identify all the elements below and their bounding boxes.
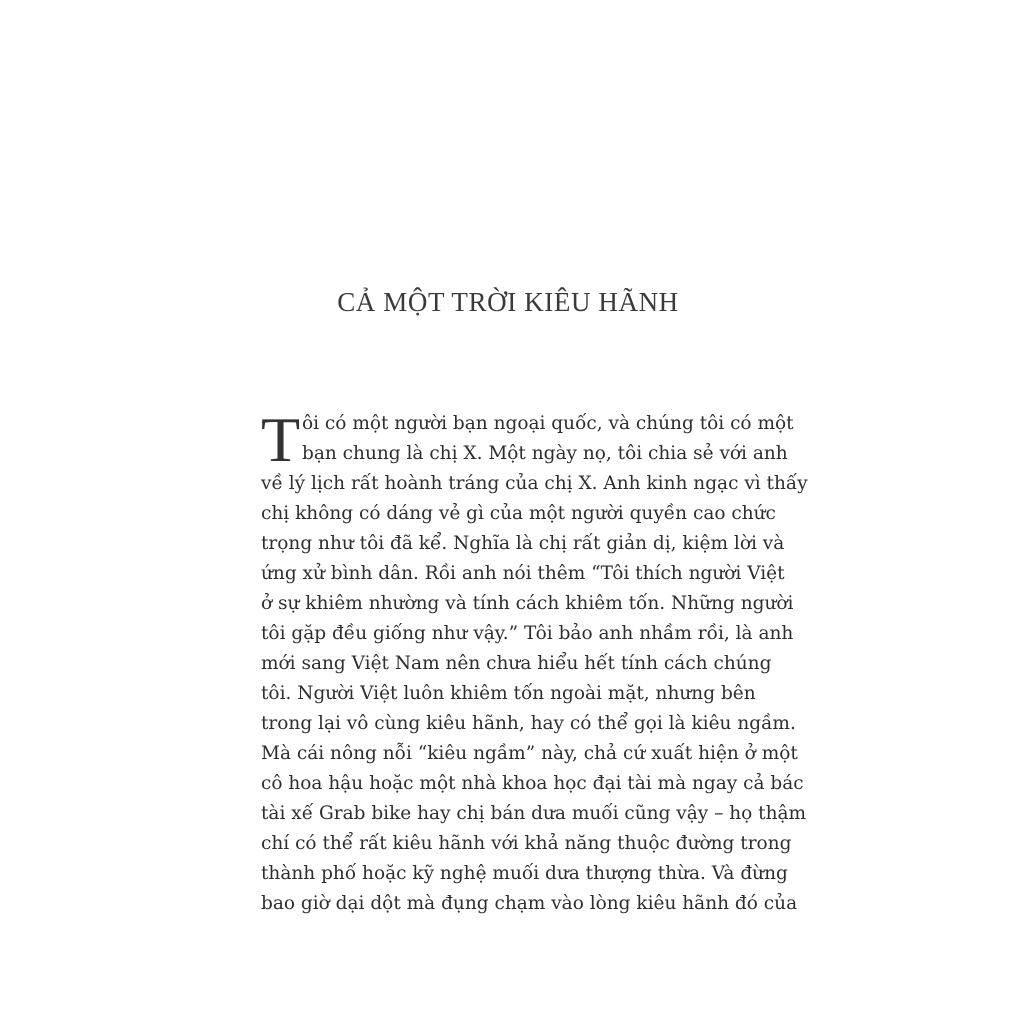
text-line: chị không có dáng vẻ gì của một người quyền cao chức	[261, 503, 776, 524]
chapter-title: CẢ MỘT TRỜI KIÊU HÃNH	[337, 287, 679, 317]
text-line: chí có thể rất kiêu hãnh với khả năng thuộc đường trong	[261, 833, 792, 854]
text-line: Mà cái nông nỗi “kiêu ngầm” này, chả cứ xuất hiện ở một	[261, 743, 798, 764]
text-line: mới sang Việt Nam nên chưa hiểu hết tính cách chúng	[261, 653, 772, 674]
text-line: ứng xử bình dân. Rồi anh nói thêm “Tôi thích người Việt	[261, 563, 785, 584]
text-line: tôi. Người Việt luôn khiêm tốn ngoài mặt, nhưng bên	[261, 683, 756, 704]
body-text	[261, 404, 808, 919]
text-line: cô hoa hậu hoặc một nhà khoa học đại tài mà ngay cả bác	[261, 773, 804, 794]
text-line: tôi gặp đều giống như vậy.” Tôi bảo anh nhầm rồi, là anh	[261, 623, 794, 644]
text-line: thành phố hoặc kỹ nghệ muối dưa thượng thừa. Và đừng	[261, 863, 788, 884]
text-line: trọng như tôi đã kể. Nghĩa là chị rất giản dị, kiệm lời và	[261, 533, 785, 554]
text-line: ở sự khiêm nhường và tính cách khiêm tốn. Những người	[261, 593, 794, 614]
text-line: bao giờ dại dột mà đụng chạm vào lòng kiêu hãnh đó của	[261, 893, 798, 914]
drop-cap: T	[261, 404, 301, 475]
text-line: tài xế Grab bike hay chị bán dưa muối cũng vậy – họ thậm	[261, 803, 807, 824]
text-line: trong lại vô cùng kiêu hãnh, hay có thể gọi là kiêu ngầm.	[261, 713, 796, 734]
text-line: về lý lịch rất hoành tráng của chị X. Anh kinh ngạc vì thấy	[261, 473, 808, 494]
text-line: bạn chung là chị X. Một ngày nọ, tôi chia sẻ với anh	[302, 443, 788, 464]
text-line: ôi có một người bạn ngoại quốc, và chúng tôi có một	[302, 413, 794, 434]
